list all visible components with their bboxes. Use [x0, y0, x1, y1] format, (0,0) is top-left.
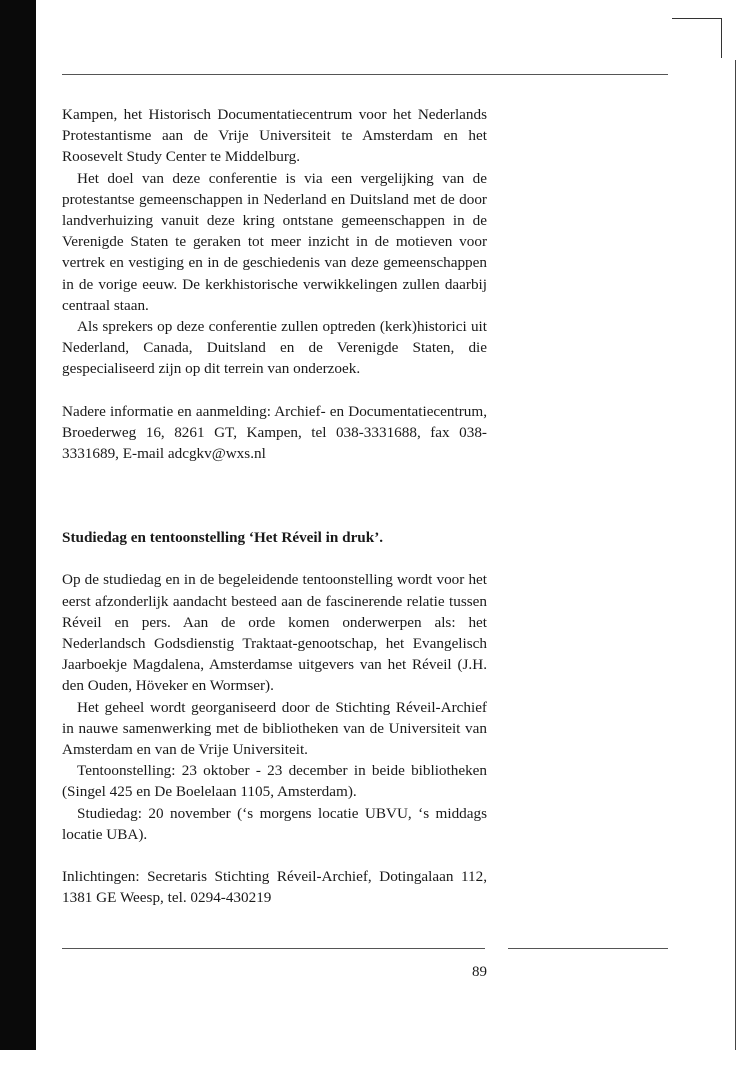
article2-paragraph-2: Het geheel wordt georganiseerd door de Stichting Réveil-Archief in nauwe samenwerking met de bibliotheken van de Universiteit van Amsterdam en van de Vrije Universiteit. — [62, 698, 487, 759]
article2-paragraph-4: Studiedag: 20 november (‘s morgens locatie UBVU, ‘s middags locatie UBA). — [62, 804, 487, 843]
article1-contact-info: Nadere informatie en aanmelding: Archief- en Documentatiecentrum, Broederweg 16, 8261 GT, Kampen, tel 038-3331688, fax 038-3331689, E-mail adcgkv@wxs.nl — [62, 402, 487, 463]
spacer — [62, 845, 487, 866]
article2-paragraph-1: Op de studiedag en in de begeleidende tentoonstelling wordt voor het eerst afzonderlijk aandacht besteed aan de fascinerende relatie tussen Réveil en pers. Aan de orde komen onderwerpen als: het Nederlandsch Godsdienstig Traktaat-genootschap, het Evangelisch Jaarboekje Magdalena, Amsterdamse uitgevers van het Réveil (J.H. den Ouden, Höveker en Wormser). — [62, 571, 487, 695]
page-body — [62, 104, 487, 909]
footer-rule-left — [62, 948, 485, 949]
header-rule — [62, 74, 668, 75]
article2-heading: Studiedag en tentoonstelling ‘Het Réveil in druk’. — [62, 529, 384, 547]
footer-rule-right — [508, 948, 668, 949]
spacer — [62, 548, 487, 569]
crop-mark-horizontal — [672, 18, 722, 19]
page-number: 89 — [472, 964, 487, 980]
article1-paragraph-2: Het doel van deze conferentie is via een vergelijking van de protestantse gemeenschappen in Nederland en Duitsland met de door landverhuizing vanuit deze kring ontstane gemeenschappen in de Verenigde Staten te geraken tot meer inzicht in de motieven voor vertrek en vestiging en in de geschiedenis van deze gemeenschappen in de vorige eeuw. De kerkhistorische verwikkelingen zullen daarbij centraal staan. — [62, 169, 487, 314]
article1-paragraph-3: Als sprekers op deze conferentie zullen optreden (kerk)historici uit Nederland, Canada, Duitsland en de Verenigde Staten, die gespecialiseerd zijn op dit terrein van onderzoek. — [62, 318, 487, 378]
page-right-edge — [735, 60, 736, 1050]
spacer — [62, 464, 487, 527]
spacer — [62, 380, 487, 401]
article1-paragraph-1: Kampen, het Historisch Documentatiecentrum voor het Nederlands Protestantisme aan de Vrije Universiteit te Amsterdam en het Roosevelt Study Center te Middelburg. — [62, 106, 487, 166]
article2-contact-info: Inlichtingen: Secretaris Stichting Réveil-Archief, Dotingalaan 112, 1381 GE Weesp, tel. 0294-430219 — [62, 868, 487, 907]
scan-shadow-edge — [0, 0, 36, 1050]
article2-paragraph-3: Tentoonstelling: 23 oktober - 23 december in beide bibliotheken (Singel 425 en De Boelelaan 1105, Amsterdam). — [62, 762, 487, 801]
crop-mark-vertical — [721, 18, 722, 58]
